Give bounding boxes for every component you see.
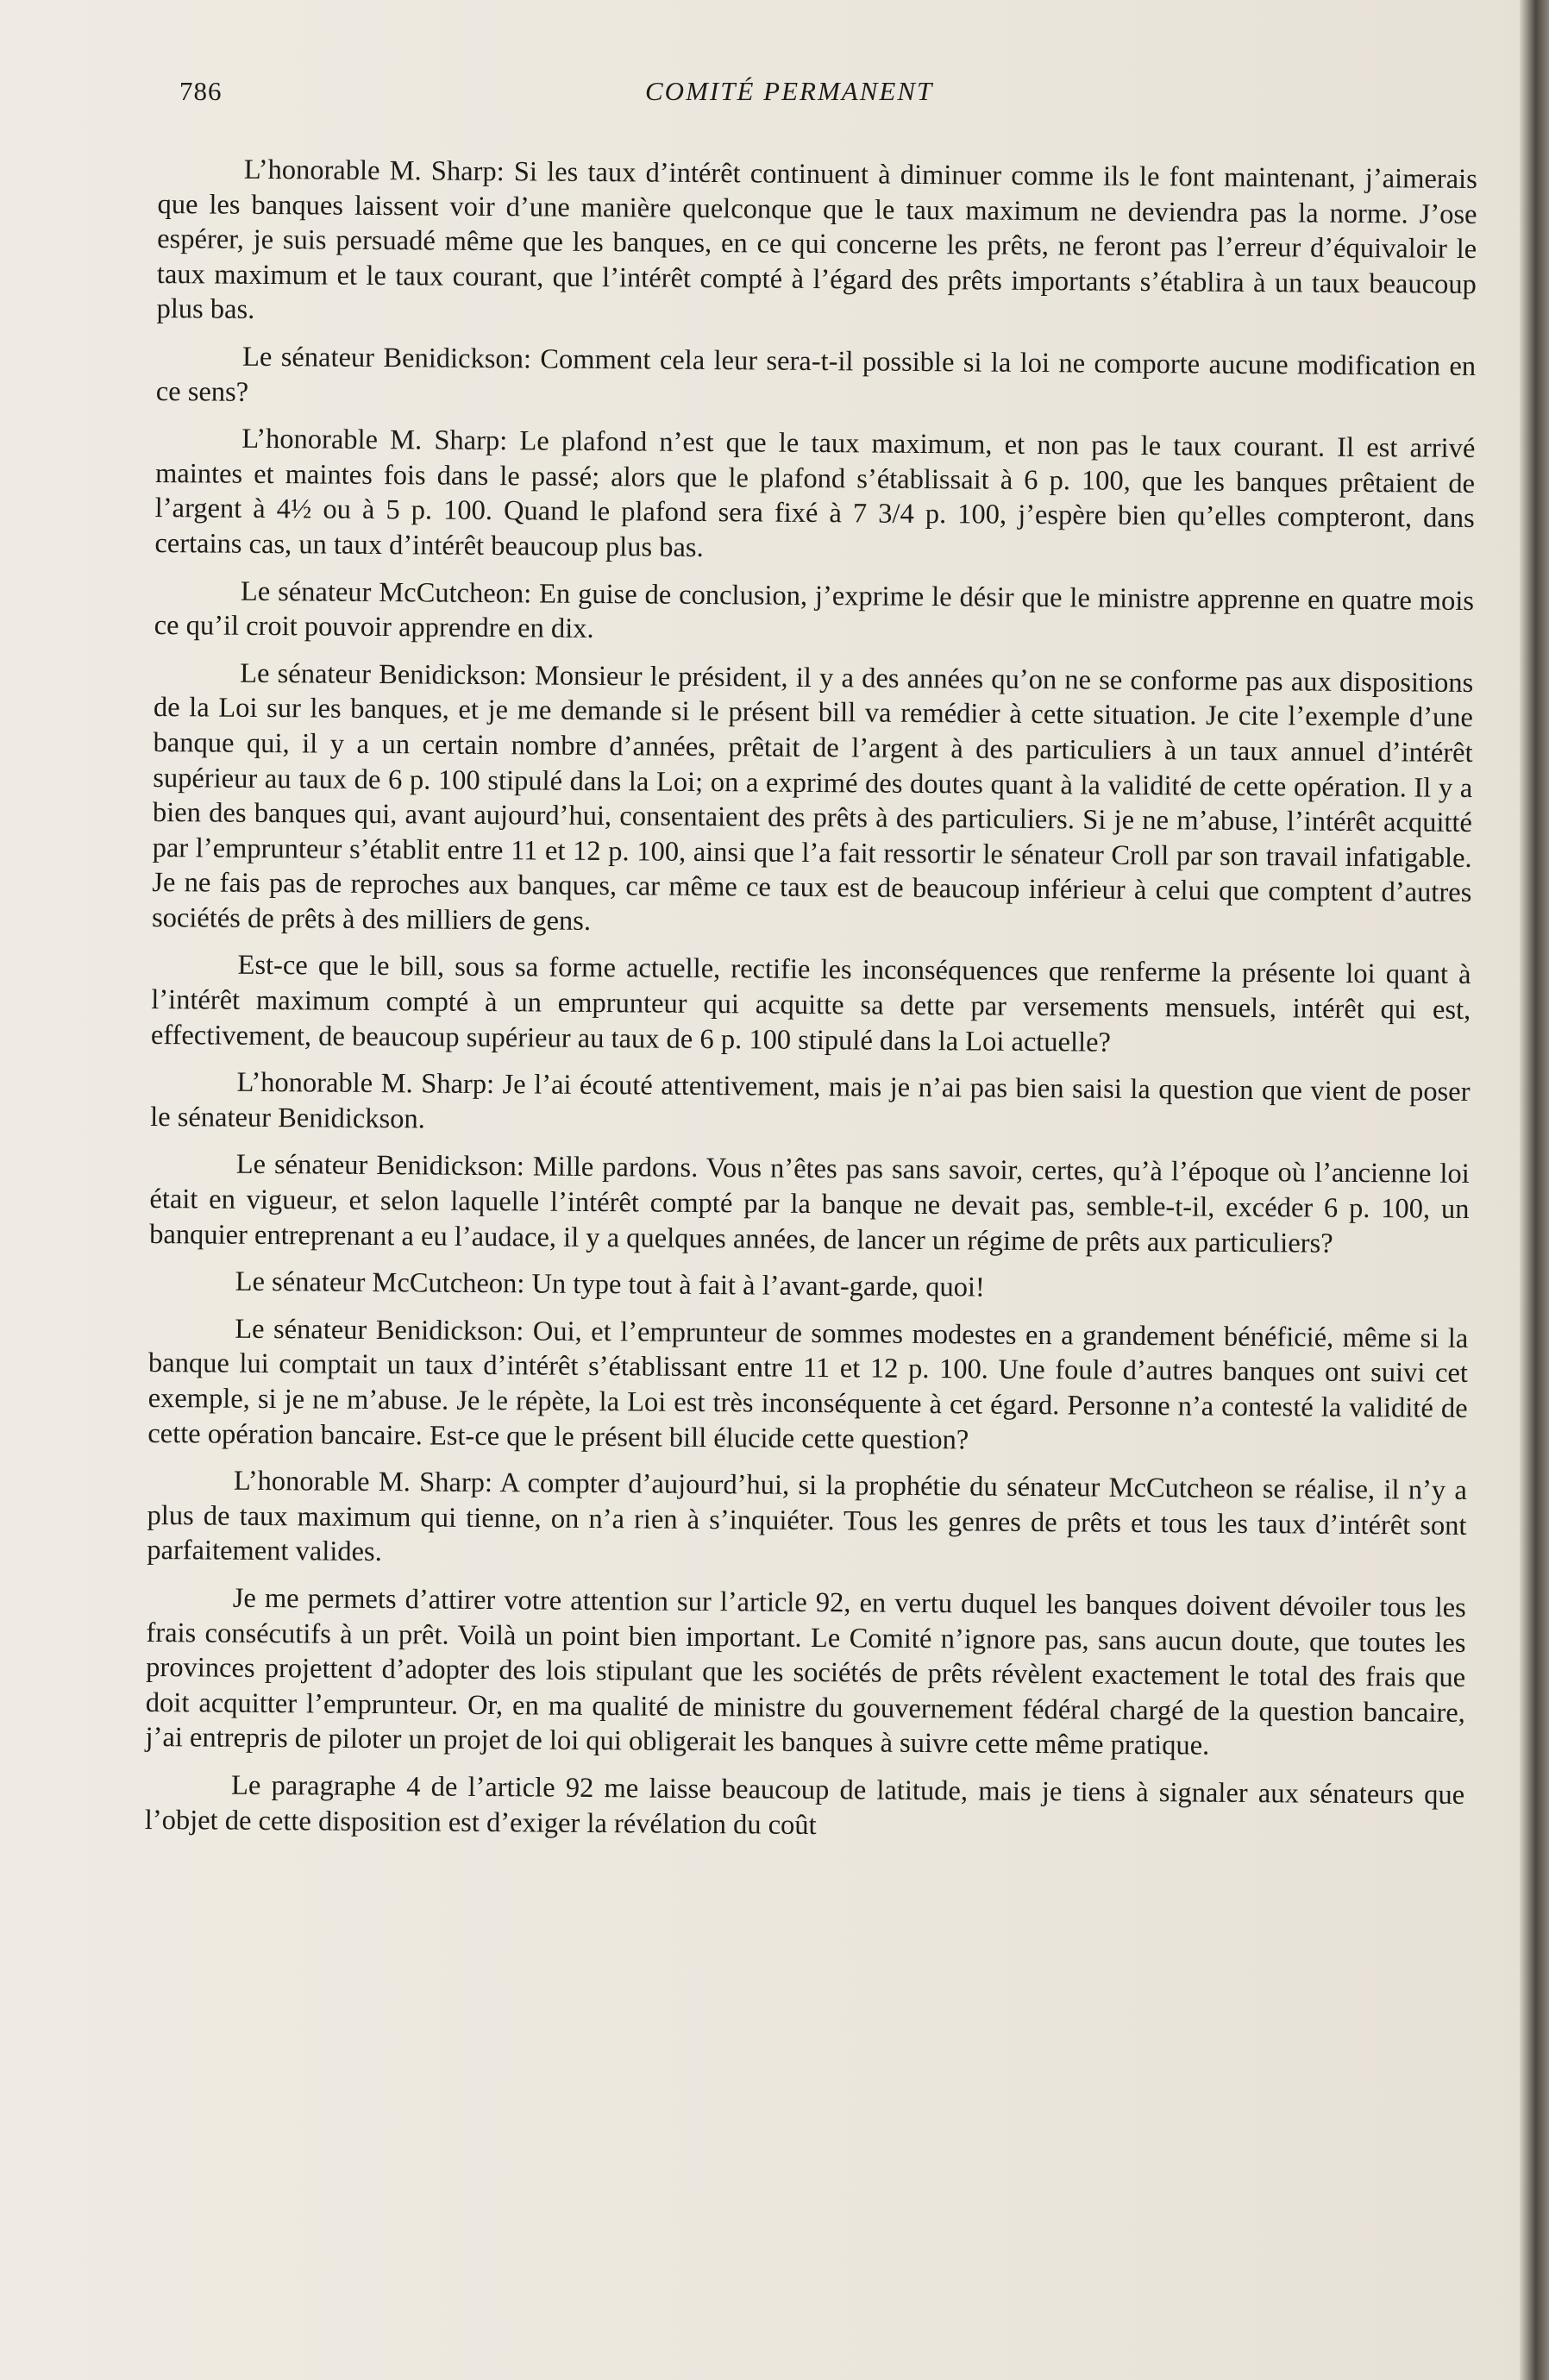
paragraph-6: Est-ce que le bill, sous sa forme actuelle, rectifie les inconséquences que renferme la présente loi quant à l’intérêt maximum compté à un emprunteur qui acquitte sa dette par versements mensuels, intérêt qui est, effectivement, de beaucoup supérieur au taux de 6 p. 100 stipulé dans la Loi actuelle? [150,950,1471,1058]
paragraph-7: L’honorable M. Sharp: Je l’ai écouté attentivement, mais je n’ai pas bien saisi la question que vient de poser le sénateur Benidickson. [150,1067,1471,1135]
paragraph-2: Le sénateur Benidickson: Comment cela leur sera-t-il possible si la loi ne comporte aucune modification en ce sens? [155,341,1477,408]
body-text [145,152,1477,1860]
page-header [179,76,1473,110]
page-number: 786 [179,76,223,106]
book-gutter-shadow [1520,0,1549,2380]
running-title: COMITÉ PERMANENT [645,76,934,106]
paragraph-9: Le sénateur McCutcheon: Un type tout à fait à l’avant-garde, quoi! [235,1265,985,1303]
paragraph-5: Le sénateur Benidickson: Monsieur le président, il y a des années qu’on ne se conforme pas aux dispositions de la Loi sur les banques, et je me demande si le présent bill va remédier à cette situation. Je cite l’exemple d’une banque qui, il y a un certain nombre d’années, prêtait de l’argent à des particuliers à un taux annuel d’intérêt supérieur au taux de 6 p. 100 stipulé dans la Loi; on a exprimé des doutes quant à la validité de cette opération. Il y a bien des banques qui, avant aujourd’hui, consentaient des prêts à des particuliers. Si je ne m’abuse, l’intérêt acquitté par l’emprunteur s’établit entre 11 et 12 p. 100, ainsi que l’a fait ressortir le sénateur Croll par son travail infatigable. Je ne fais pas de reproches aux banques, car même ce taux est de beaucoup inférieur à celui que comptent d’autres sociétés de prêts à des milliers de gens. [151,657,1474,937]
paragraph-3: L’honorable M. Sharp: Le plafond n’est que le taux maximum, et non pas le taux courant. Il est arrivé maintes et maintes fois dans le passé; alors que le plafond s’établissait à 6 p. 100, que les banques prêtaient de l’argent à 4½ ou à 5 p. 100. Quand le plafond sera fixé à 7 3/4 p. 100, j’espère bien qu’elles compteront, dans certains cas, un taux d’intérêt beaucoup plus bas. [154,423,1476,563]
paragraph-1: L’honorable M. Sharp: Si les taux d’intérêt continuent à diminuer comme ils le font maintenant, j’aimerais que les banques laissent voir d’une manière quelconque que le taux maximum ne deviendra pas la norme. J’ose espérer, je suis persuadé même que les banques, en ce qui concerne les prêts, ne feront pas l’erreur d’équivaloir le taux maximum et le taux courant, que l’intérêt compté à l’égard des prêts importants s’établira à un taux beaucoup plus bas. [156,154,1477,326]
paragraph-13: Le paragraphe 4 de l’article 92 me laisse beaucoup de latitude, mais je tiens à signaler aux sénateurs que l’objet de cette disposition est d’exiger la révélation du coût [144,1769,1465,1841]
paragraph-12: Je me permets d’attirer votre attention sur l’article 92, en vertu duquel les banques doivent dévoiler tous les frais consécutifs à un prêt. Voilà un point bien important. Le Comité n’ignore pas, sans aucun doute, que toutes les provinces projettent d’adopter des lois stipulant que les sociétés de prêts révèlent exactement le total des frais que doit acquitter l’emprunteur. Or, en ma qualité de ministre du gouvernement fédéral chargé de la question bancaire, j’ai entrepris de piloter un projet de loi qui obligerait les banques à suivre cette même pratique. [145,1582,1466,1761]
paragraph-4: Le sénateur McCutcheon: En guise de conclusion, j’exprime le désir que le ministre apprenne en quatre mois ce qu’il croit pouvoir apprendre en dix. [154,575,1475,645]
paragraph-8: Le sénateur Benidickson: Mille pardons. Vous n’êtes pas sans savoir, certes, qu’à l’époque où l’ancienne loi était en vigueur, et selon laquelle l’intérêt compté par la banque ne devait pas, semble-t-il, excéder 6 p. 100, un banquier entreprenant a eu l’audace, il y a quelques années, de lancer un régime de prêts aux particuliers? [149,1149,1470,1259]
paragraph-11: L’honorable M. Sharp: A compter d’aujourd’hui, si la prophétie du sénateur McCutcheon se réalise, il n’y a plus de taux maximum qui tienne, on n’a rien à s’inquiéter. Tous les genres de prêts et tous les taux d’intérêt sont parfaitement valides. [147,1465,1467,1568]
paragraph-10: Le sénateur Benidickson: Oui, et l’emprunteur de sommes modestes en a grandement bénéficié, même si la banque lui comptait un taux d’intérêt s’établissant entre 11 et 12 p. 100. Une foule d’autres banques ont suivi cet exemple, si je ne m’abuse. Je le répète, la Loi est très inconséquente à cet égard. Personne n’a contesté la validité de cette opération bancaire. Est-ce que le présent bill élucide cette question? [147,1313,1469,1456]
